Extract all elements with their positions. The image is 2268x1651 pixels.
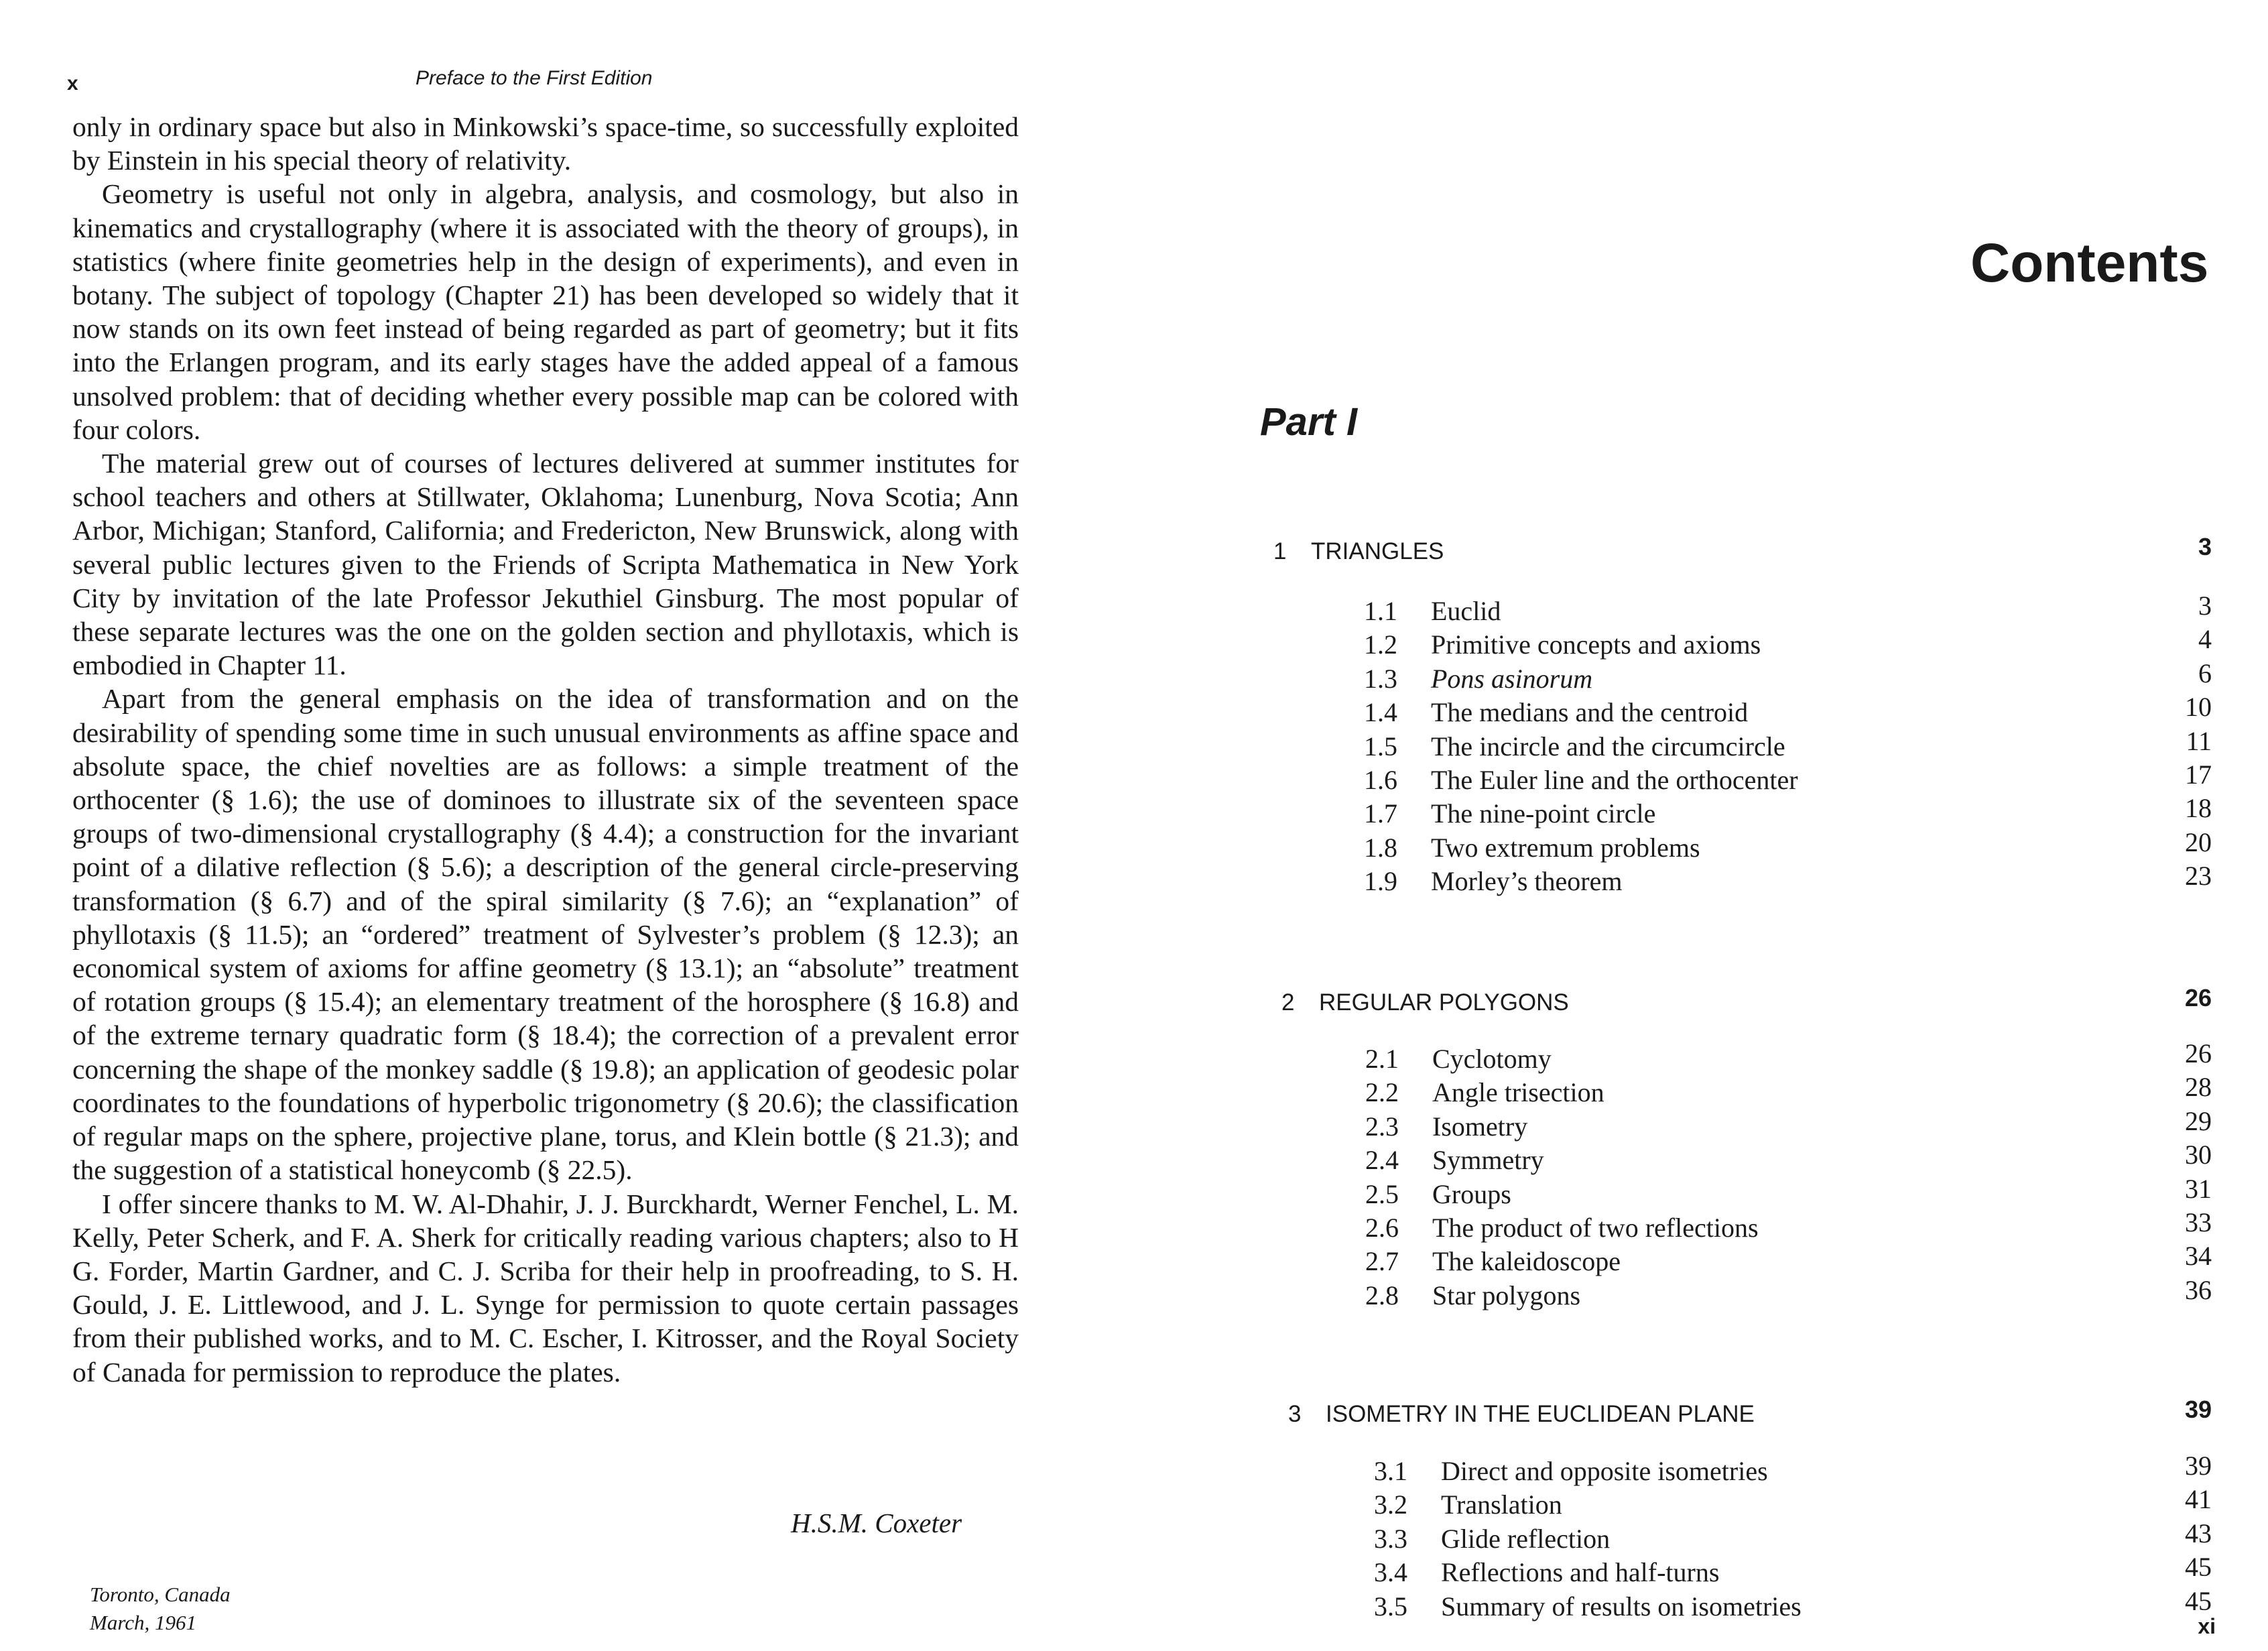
toc-entry[interactable] <box>1374 1484 2212 1522</box>
section-page: 6 <box>2198 658 2212 688</box>
section-page: 4 <box>2198 624 2212 655</box>
section-number: 2.6 <box>1365 1212 1399 1243</box>
section-number: 3.4 <box>1374 1557 1407 1588</box>
toc-entry[interactable] <box>1365 1173 2212 1211</box>
section-list <box>1374 1451 2212 1624</box>
section-page: 45 <box>2185 1552 2212 1583</box>
section-page: 28 <box>2185 1072 2212 1103</box>
section-number: 3.1 <box>1374 1456 1407 1486</box>
preface-paragraph: Geometry is useful not only in algebra, analysis, and cosmology, but also in kinematics and crystallography (where it is associated with the theory of groups), in statistics (where finite geometries help in the design of experiments), and even in botany. The subject of topology (Chapter 21) has been developed so widely that it now stands on its own feet instead of being regarded as part of geometry; but it fits into the Erlangen program, and its early stages have the added appeal of a famous unsolved problem: that of deciding whether every possible map can be colored with four colors. <box>72 178 1019 445</box>
chapter-heading[interactable] <box>1288 1396 2212 1434</box>
section-page: 30 <box>2185 1140 2212 1170</box>
chapter-page: 3 <box>2198 533 2212 560</box>
part-title: Part I <box>1260 400 1358 444</box>
section-title: Reflections and half-turns <box>1441 1557 1720 1588</box>
toc-entry[interactable] <box>1374 1585 2212 1624</box>
section-title: Star polygons <box>1432 1280 1581 1310</box>
contents-title: Contents <box>1970 233 2209 294</box>
section-number: 1.1 <box>1364 596 1397 626</box>
section-number: 3.2 <box>1374 1489 1407 1520</box>
section-page: 20 <box>2185 827 2212 857</box>
section-page: 31 <box>2185 1173 2212 1204</box>
section-page: 23 <box>2185 861 2212 892</box>
toc-entry[interactable] <box>1364 793 2212 831</box>
chapter-page: 39 <box>2184 1396 2212 1423</box>
section-title: Pons asinorum <box>1431 663 1593 694</box>
section-title: The medians and the centroid <box>1431 697 1749 728</box>
preface-paragraph: The material grew out of courses of lectures delivered at summer institutes for school teachers and others at Stillwater, Oklahoma; Lunenburg, Nova Scotia; Ann Arbor, Michigan; Stanford, California; and Fredericton, New Brunswick, along with several public lectures given to the Friends of Scripta Mathematica in New York City by invitation of the late Professor Jekuthiel Ginsburg. The most popular of these separate lectures was the one on the golden section and phyllotaxis, which is embodied in Chapter 11. <box>72 448 1019 681</box>
toc-entry[interactable] <box>1364 591 2212 628</box>
section-title: The Euler line and the orthocenter <box>1431 764 1798 795</box>
section-number: 3.5 <box>1374 1591 1407 1622</box>
toc-entry[interactable] <box>1374 1552 2212 1589</box>
section-title: The kaleidoscope <box>1432 1246 1621 1277</box>
section-title: Isometry <box>1432 1111 1528 1142</box>
toc-entry[interactable] <box>1365 1105 2212 1144</box>
section-number: 2.4 <box>1365 1145 1399 1176</box>
section-page: 34 <box>2185 1241 2212 1272</box>
preface-paragraph: I offer sincere thanks to M. W. Al-Dhahir, J. J. Burckhardt, Werner Fenchel, L. M. Kelly, Peter Scherk, and F. A. Sherk for critically reading various chapters; also to H G. Forder, Martin Gardner, and C. J. Scriba for their help in proofreading, to S. H. Gould, J. E. Littlewood, and J. L. Synge for permission to quote certain passages from their published works, and to M. C. Escher, I. Kitrosser, and the Royal Society of Canada for permission to reproduce the plates. <box>72 1188 1019 1388</box>
toc-entry[interactable] <box>1374 1451 2212 1488</box>
section-page: 33 <box>2185 1207 2212 1237</box>
chapter-heading[interactable] <box>1273 533 2212 572</box>
section-page: 45 <box>2185 1585 2212 1616</box>
section-number: 1.7 <box>1364 798 1397 829</box>
page-number: x <box>67 72 78 95</box>
section-number: 2.7 <box>1365 1246 1399 1277</box>
section-list <box>1365 1038 2212 1312</box>
section-number: 2.5 <box>1365 1178 1399 1209</box>
toc-entry[interactable] <box>1365 1241 2212 1278</box>
section-number: 1.5 <box>1364 731 1397 761</box>
toc-entry[interactable] <box>1374 1518 2212 1556</box>
section-page: 36 <box>2185 1274 2212 1305</box>
toc-entry[interactable] <box>1364 692 2212 729</box>
section-number: 1.3 <box>1364 663 1397 694</box>
toc-entry[interactable] <box>1364 861 2212 898</box>
section-page: 29 <box>2185 1105 2212 1136</box>
toc-entry[interactable] <box>1365 1038 2212 1076</box>
section-title: Cyclotomy <box>1432 1044 1552 1074</box>
section-title: Euclid <box>1431 596 1501 626</box>
place-date <box>90 1581 231 1637</box>
preface-body <box>72 110 1019 1389</box>
section-number: 3.3 <box>1374 1523 1407 1554</box>
chapter-title: REGULAR POLYGONS <box>1319 989 1569 1016</box>
chapter-number: 1 <box>1273 538 1287 564</box>
toc-entry[interactable] <box>1364 759 2212 797</box>
section-list <box>1364 591 2212 899</box>
section-title: Groups <box>1432 1178 1511 1209</box>
page-number: xi <box>2198 1614 2216 1638</box>
section-page: 17 <box>2185 759 2212 790</box>
toc-entry[interactable] <box>1364 827 2212 865</box>
section-number: 2.2 <box>1365 1077 1399 1108</box>
section-number: 2.8 <box>1365 1280 1399 1310</box>
author-signature: H.S.M. Coxeter <box>791 1508 962 1538</box>
toc-entry[interactable] <box>1365 1207 2212 1245</box>
section-number: 1.6 <box>1364 764 1397 795</box>
section-number: 2.1 <box>1365 1044 1399 1074</box>
toc-entry[interactable] <box>1364 658 2212 696</box>
chapter-number: 2 <box>1281 989 1295 1016</box>
chapter-number: 3 <box>1288 1401 1302 1427</box>
section-page: 41 <box>2185 1484 2212 1515</box>
section-title: Summary of results on isometries <box>1441 1591 1802 1622</box>
toc-entry[interactable] <box>1364 624 2212 662</box>
section-page: 10 <box>2185 692 2212 723</box>
preface-paragraph: only in ordinary space but also in Minkowski’s space-time, so successfully exploited by Einstein in his special theory of relativity. <box>72 111 1019 176</box>
section-title: Morley’s theorem <box>1431 866 1623 897</box>
section-page: 3 <box>2198 591 2212 621</box>
date: March, 1961 <box>90 1611 196 1634</box>
section-number: 1.2 <box>1364 629 1397 660</box>
section-title: The product of two reflections <box>1432 1212 1759 1243</box>
toc-entry[interactable] <box>1365 1072 2212 1109</box>
section-page: 43 <box>2185 1518 2212 1548</box>
chapter-heading[interactable] <box>1281 984 2212 1023</box>
section-title: Two extremum problems <box>1431 832 1700 863</box>
section-title: Angle trisection <box>1432 1077 1604 1108</box>
section-page: 26 <box>2185 1038 2212 1068</box>
section-title: The nine-point circle <box>1431 798 1656 829</box>
section-title: Primitive concepts and axioms <box>1431 629 1761 660</box>
section-page: 39 <box>2185 1451 2212 1481</box>
right-page <box>1133 0 2268 1651</box>
preface-paragraph: Apart from the general emphasis on the idea of transformation and on the desirability of spending some time in such unusual environments as affine space and absolute space, the chief novelties are as follows: a simple treatment of the orthocenter (§ 1.6); the use of dominoes to illustrate six of the seventeen space groups of two-dimensional crystallography (§ 4.4); a construction for the invariant point of a dilative reflection (§ 5.6); a description of the general circle-preserving transformation (§ 6.7) and of the spiral similarity (§ 7.6); an “explanation” of phyllotaxis (§ 11.5); an “ordered” treatment of Sylvester’s problem (§ 12.3); an economical system of axioms for affine geometry (§ 13.1); an “absolute” treatment of rotation groups (§ 15.4); an elementary treatment of the horosphere (§ 16.8) and of the extreme ternary quadratic form (§ 18.4); the correction of a prevalent error concerning the shape of the monkey saddle (§ 19.8); an application of geodesic polar coordinates to the foundations of hyperbolic trigonometry (§ 20.6); the classification of regular maps on the sphere, projective plane, torus, and Klein bottle (§ 21.3); and the suggestion of a statistical honeycomb (§ 22.5). <box>72 683 1019 1186</box>
chapter-title: ISOMETRY IN THE EUCLIDEAN PLANE <box>1326 1401 1755 1427</box>
section-number: 1.4 <box>1364 697 1397 728</box>
toc-entry[interactable] <box>1364 725 2212 763</box>
section-title: Direct and opposite isometries <box>1441 1456 1768 1486</box>
running-head: Preface to the First Edition <box>416 67 653 89</box>
chapter-page: 26 <box>2184 984 2212 1012</box>
toc-entry[interactable] <box>1365 1274 2212 1312</box>
section-title: Glide reflection <box>1441 1523 1611 1554</box>
section-number: 2.3 <box>1365 1111 1399 1142</box>
section-page: 11 <box>2186 725 2212 756</box>
toc-entry[interactable] <box>1365 1140 2212 1177</box>
section-page: 18 <box>2185 793 2212 824</box>
section-number: 1.9 <box>1364 866 1397 897</box>
section-number: 1.8 <box>1364 832 1397 863</box>
chapter-title: TRIANGLES <box>1311 538 1444 564</box>
left-page <box>0 0 1133 1651</box>
section-title: Symmetry <box>1432 1145 1544 1176</box>
place: Toronto, Canada <box>90 1583 231 1606</box>
section-title: The incircle and the circumcircle <box>1431 731 1785 761</box>
section-title: Translation <box>1441 1489 1562 1520</box>
